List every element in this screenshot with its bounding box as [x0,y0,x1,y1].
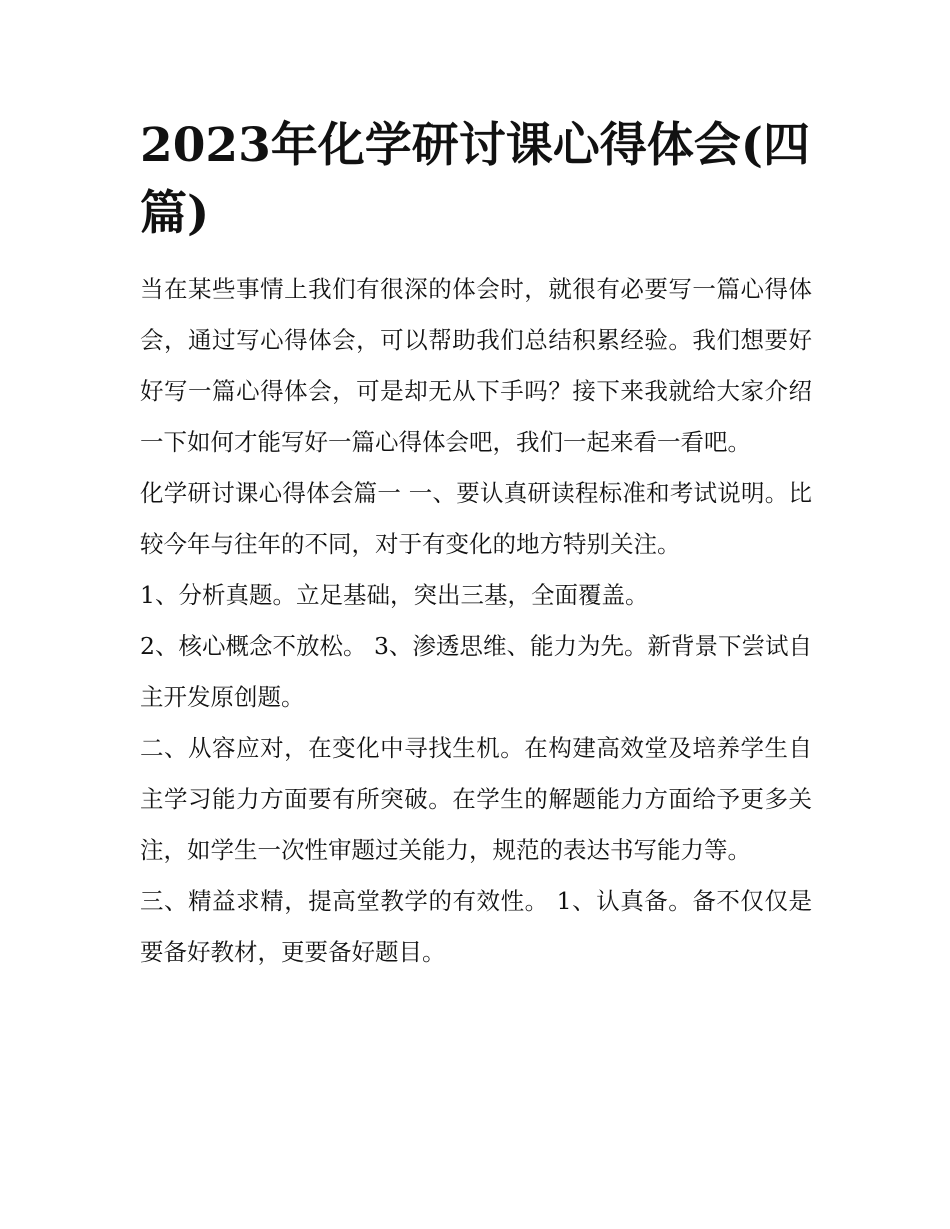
document-page [140,112,812,978]
paragraph-section-one: 化学研讨课心得体会篇一 一、要认真研读程标准和考试说明。比较今年与往年的不同，对于有变化的地方特别关注。 [140,479,812,558]
intro-paragraph: 当在某些事情上我们有很深的体会时，就很有必要写一篇心得体会，通过写心得体会，可以帮助我们总结积累经验。我们想要好好写一篇心得体会，可是却无从下手吗？接下来我就给大家介绍一下如何才能写好一篇心得体会吧，我们一起来看一看吧。 [140,275,812,456]
paragraph-item-2-3: 2、核心概念不放松。 3、渗透思维、能力为先。新背景下尝试自主开发原创题。 [140,632,812,711]
paragraph-item-1: 1、分析真题。立足基础，突出三基，全面覆盖。 [140,581,649,609]
paragraph-section-three: 三、精益求精，提高堂教学的有效性。 1、认真备。备不仅仅是要备好教材，更要备好题目。 [140,887,812,966]
document-title: 2023年化学研讨课心得体会(四篇) [140,118,811,241]
paragraph-section-two: 二、从容应对，在变化中寻找生机。在构建高效堂及培养学生自主学习能力方面要有所突破。在学生的解题能力方面给予更多关注，如学生一次性审题过关能力，规范的表达书写能力等。 [140,734,812,864]
